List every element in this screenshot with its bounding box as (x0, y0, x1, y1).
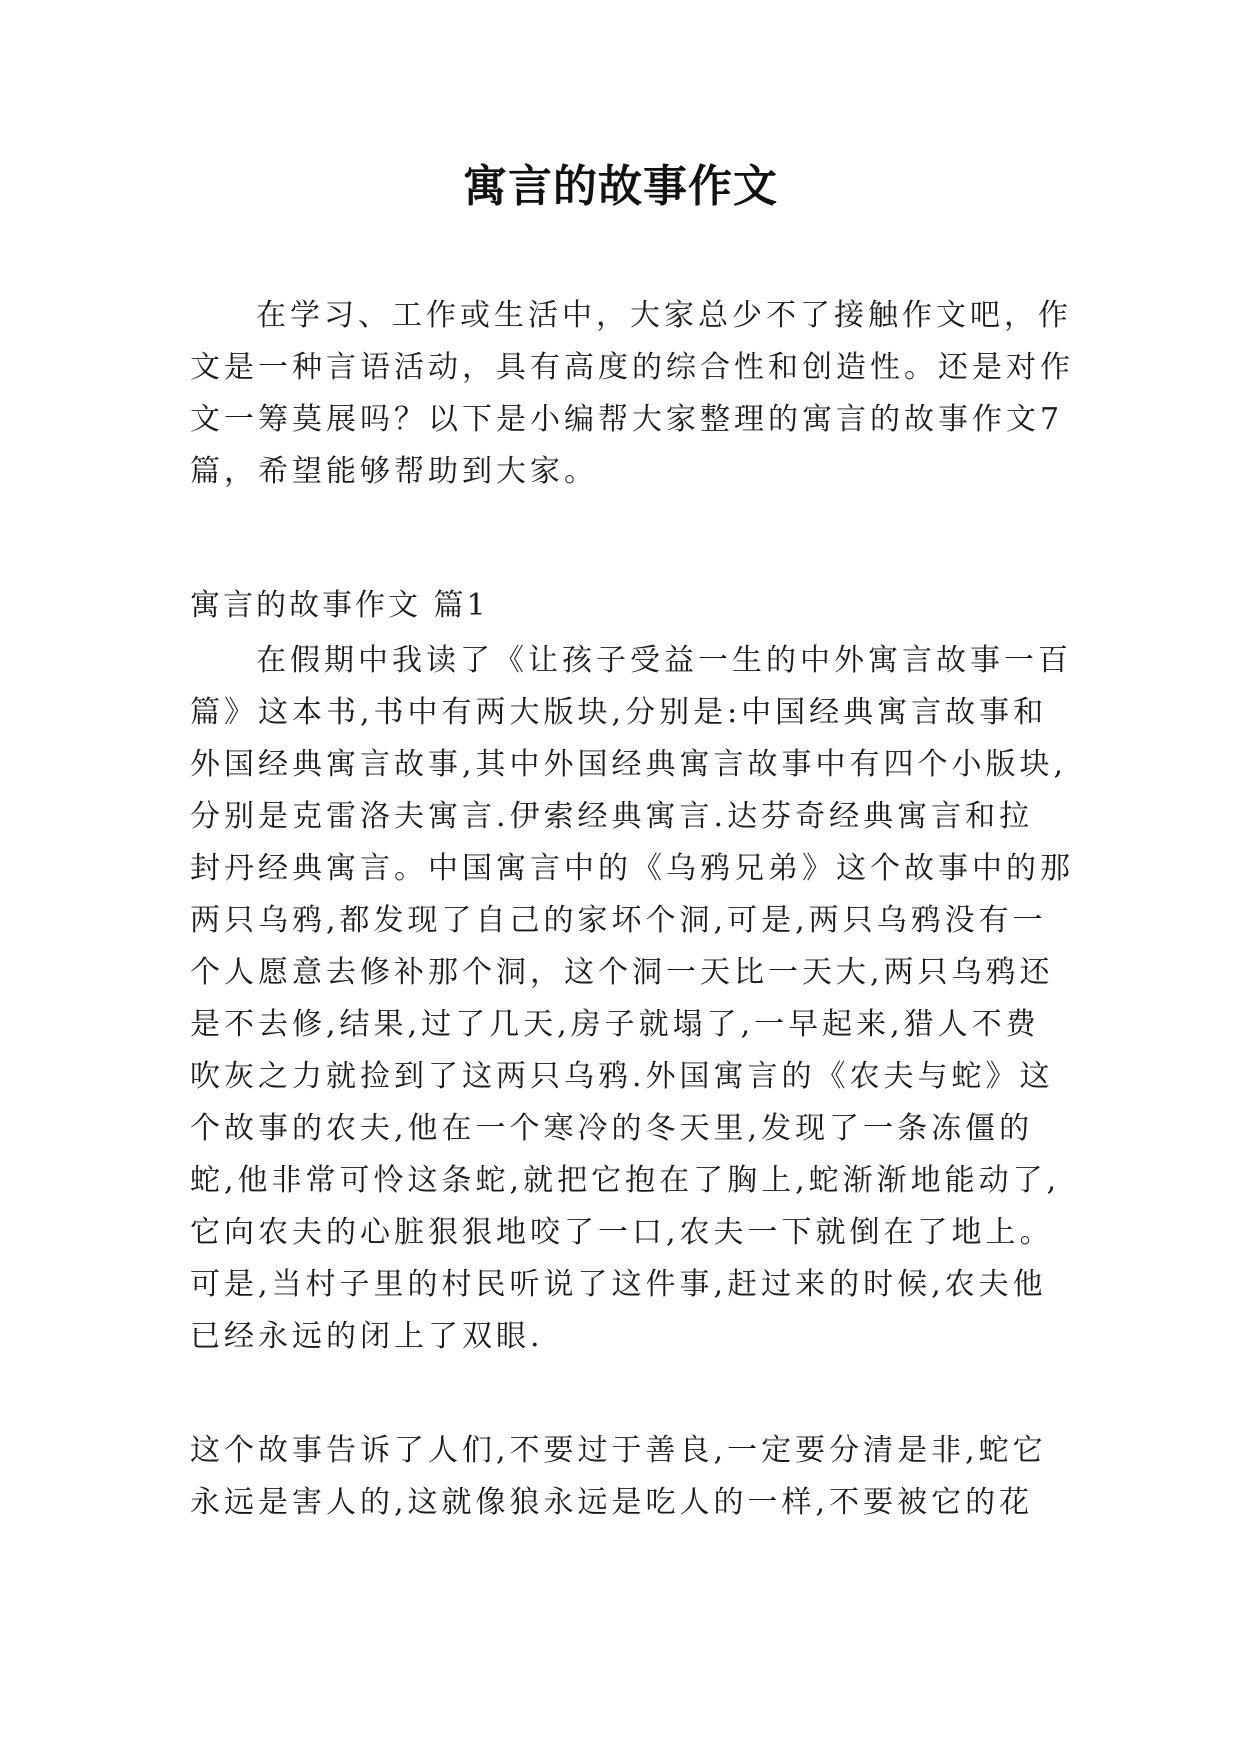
moral-line: 这个故事告诉了人们,不要过于善良,一定要分清是非,蛇它 (190, 1433, 1047, 1468)
intro-line: 文是一种言语活动，具有高度的综合性和创造性。还是对作 (190, 350, 1074, 385)
story-line: 蛇,他非常可怜这条蛇,就把它抱在了胸上,蛇渐渐地能动了, (190, 1163, 1061, 1198)
story-line: 已经永远的闭上了双眼. (190, 1319, 544, 1354)
story-line: 在假期中我读了《让孩子受益一生的中外寓言故事一百 (256, 643, 1072, 678)
story-line: 是不去修,结果,过了几天,房子就塌了,一早起来,猎人不费 (190, 1007, 1040, 1042)
story-line: 外国经典寓言故事,其中外国经典寓言故事中有四个小版块, (190, 747, 1068, 782)
section-heading: 寓言的故事作文 篇1 (190, 588, 489, 623)
story-line: 封丹经典寓言。中国寓言中的《乌鸦兄弟》这个故事中的那 (190, 851, 1074, 886)
document-title: 寓言的故事作文 (463, 161, 778, 212)
moral-paragraph (190, 1425, 1050, 1529)
story-line: 吹灰之力就捡到了这两只乌鸦.外国寓言的《农夫与蛇》这 (190, 1059, 1054, 1094)
intro-paragraph (190, 290, 1074, 498)
story-line: 个人愿意去修补那个洞，这个洞一天比一天大,两只乌鸦还 (190, 955, 1054, 990)
story-line: 两只乌鸦,都发现了自己的家坏个洞,可是,两只乌鸦没有一 (190, 903, 1047, 938)
story-paragraph (190, 635, 1074, 1363)
story-line: 分别是克雷洛夫寓言.伊索经典寓言.达芬奇经典寓言和拉 (190, 799, 1034, 834)
story-line: 篇》这本书,书中有两大版块,分别是:中国经典寓言故事和 (190, 695, 1048, 730)
intro-line: 篇，希望能够帮助到大家。 (190, 454, 598, 489)
intro-line: 文一筹莫展吗？以下是小编帮大家整理的寓言的故事作文7 (190, 402, 1064, 437)
intro-line: 在学习、工作或生活中，大家总少不了接触作文吧，作 (256, 298, 1072, 333)
moral-line: 永远是害人的,这就像狼永远是吃人的一样,不要被它的花 (190, 1485, 1034, 1520)
story-line: 个故事的农夫,他在一个寒冷的冬天里,发现了一条冻僵的 (190, 1111, 1034, 1146)
story-line: 可是,当村子里的村民听说了这件事,赶过来的时候,农夫他 (190, 1267, 1047, 1302)
story-line: 它向农夫的心脏狠狠地咬了一口,农夫一下就倒在了地上。 (190, 1215, 1054, 1250)
